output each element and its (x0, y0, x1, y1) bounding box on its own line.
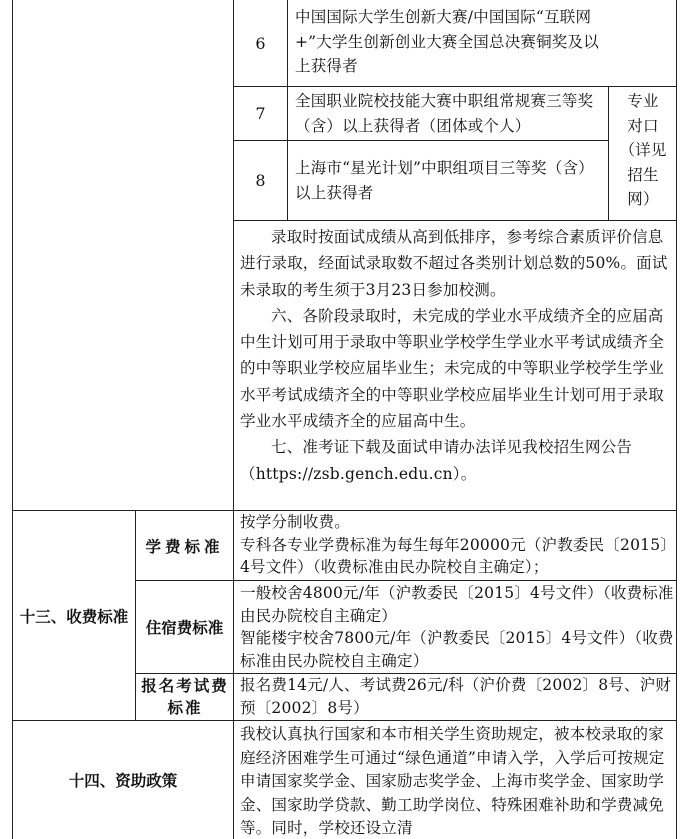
paragraph-plan-transfer: 六、各阶段录取时，未完成的学业水平成绩齐全的应届高中生计划可用于录取中等职业学校学生学业水平考试成绩齐全的中等职业学校应届毕业生；未完成的中等职业学校学生学业水平考试成绩齐全的中等职业学校应届毕业生计划可用于录取学业水平成绩齐全的应届高中生。 (240, 306, 664, 431)
exam-fee-text: 报名费14元/人、考试费26元/科（沪价费〔2002〕8号、沪财预〔2002〕8号） (240, 676, 672, 717)
fees-section-label: 十三、收费标准 (19, 607, 129, 626)
housing-line: 智能楼宇校舍7800元/年（沪教委民〔2015〕4号文件）（收费标准由民办院校自主确定） (240, 629, 674, 670)
aid-text: 我校认真执行国家和本市相关学生资助规定，被本校录取的家庭经济困难学生可通过“绿色通道”申请入学，入学后可按规定申请国家奖学金、国家励志奖学金、上海市奖学金、国家助学金、国家助学贷款、勤工助学岗位、特殊困难补助和学费减免等。同时，学校还设立清 (240, 725, 665, 837)
award-no: 7 (255, 104, 266, 123)
row-line (233, 220, 677, 221)
housing-text (240, 582, 674, 673)
paragraph-ticket-download: 七、准考证下载及面试申请办法详见我校招生网公告（https://zsb.gench.edu.cn）。 (240, 438, 633, 483)
award-no: 6 (255, 33, 266, 53)
award-no-divider (287, 0, 288, 220)
row-line (233, 140, 608, 141)
paragraph-admission-order: 录取时按面试成绩从高到低排序，参考综合素质评价信息进行录取，经面试录取数不超过各类别计划总数的50%。面试未录取的考生须于3月23日参加校测。 (240, 228, 668, 299)
exam-fee-label: 报名考试费标准 (141, 677, 229, 717)
award-text: 中国国际大学生创新大赛/中国国际“互联网+”大学生创新创业大赛全国总决赛铜奖及以上获得者 (295, 8, 599, 75)
aid-section-label: 十四、资助政策 (68, 772, 178, 790)
tuition-line: 按学分制收费。 (240, 513, 350, 531)
table-border-right (676, 0, 677, 839)
side-note-divider (608, 86, 609, 220)
side-note-line: 招生 (627, 165, 659, 184)
tuition-label: 学费标准 (145, 537, 224, 556)
award-no: 8 (255, 171, 266, 190)
tuition-text (240, 511, 674, 580)
side-note-line: 网） (627, 190, 659, 208)
tuition-line: 专科各专业学费标准为每生每年20000元（沪教委民〔2015〕4号文件）（收费标准由民办院校自主确定）； (240, 535, 669, 576)
side-note-line: 专业 (627, 92, 659, 110)
award-text: 上海市“星光计划”中职组项目三等奖（含）以上获得者 (295, 159, 594, 202)
housing-label: 住宿费标准 (145, 619, 224, 637)
side-note-line: 对口 (627, 116, 659, 135)
award-text: 全国职业院校技能大赛中职组常规赛三等奖（含）以上获得者（团体或个人） (295, 92, 594, 135)
housing-line: 一般校舍4800元/年（沪教委民〔2015〕4号文件）（收费标准由民办院校自主确定） (240, 584, 674, 625)
side-note-line: （详见 (619, 141, 667, 159)
admission-text (240, 224, 672, 508)
row-line (233, 86, 677, 87)
side-note (612, 89, 674, 219)
